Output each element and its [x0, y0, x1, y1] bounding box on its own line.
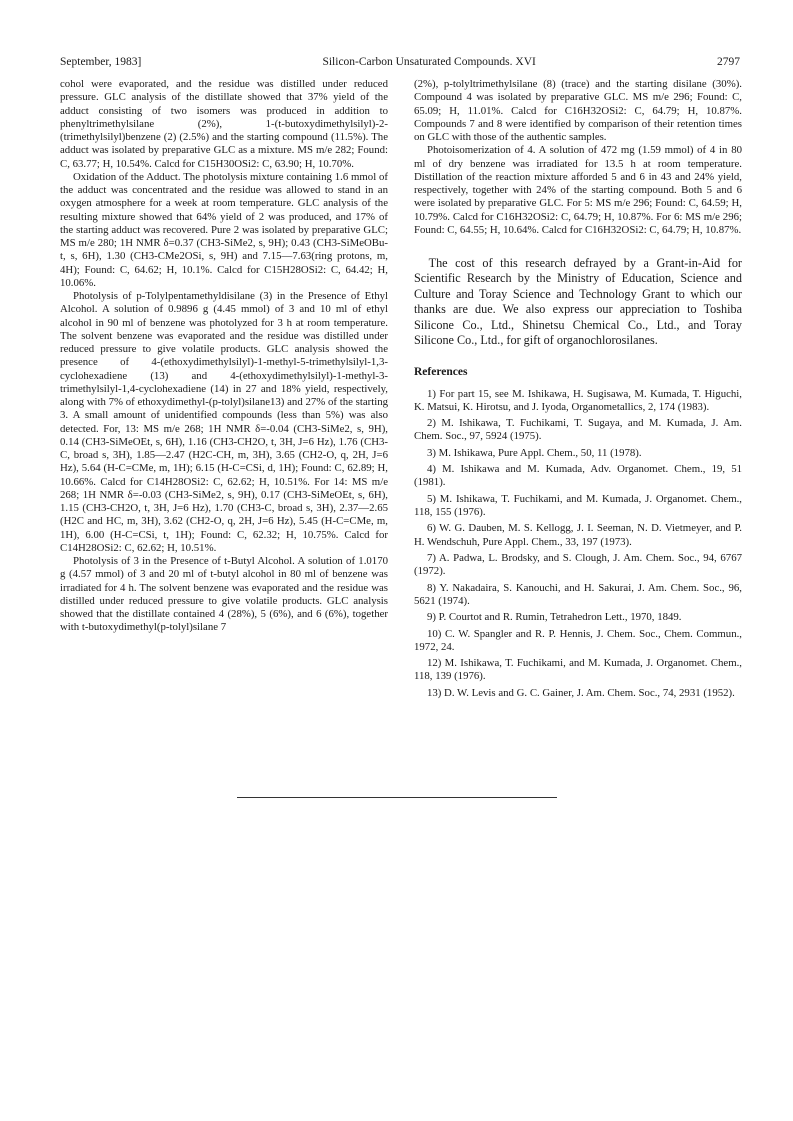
- right-column: [414, 78, 742, 703]
- header-date: September, 1983]: [60, 56, 142, 68]
- reference-item: 3) M. Ishikawa, Pure Appl. Chem., 50, 11 (1978).: [426, 446, 642, 459]
- paragraph: cohol were evaporated, and the residue was distilled under reduced pressure. GLC analysis of the distillate showed that 37% yield of the adduct consisting of two isomers was produced in addition to phenyltrimethylsilane (2%), 1-(t-butoxydimethylsilyl)-2-(trimethylsilyl)benzene (2) (2.5%) and the starting compound (11.5%). The adduct was isolated by preparative GLC as a mixture. MS m/e 282; Found: C, 63.77; H, 10.54%. Calcd for C15H30OSi2: C, 63.90; H, 10.70%.: [60, 78, 388, 170]
- reference-item: 1) For part 15, see M. Ishikawa, H. Sugisawa, M. Kumada, T. Higuchi, K. Matsui, K. Hirotsu, and J. Iyoda, Organometallics, 2, 174 (1983).: [414, 387, 742, 413]
- reference-item: 5) M. Ishikawa, T. Fuchikami, and M. Kumada, J. Organomet. Chem., 118, 155 (1976).: [414, 492, 742, 519]
- paragraph: Photolysis of 3 in the Presence of t-Butyl Alcohol. A solution of 1.0170 g (4.57 mmol) of 3 and 20 ml of t-butyl alcohol in 80 ml of benzene was irradiated for 4 h. The solvent benzene was evaporated and the residue was distilled under reduced pressure to give volatile products. GLC analysis showed that the distillate contained 4 (28%), 5 (6%), and 6 (6%), together with t-butoxydimethyl(p-tolyl)silane 7: [60, 555, 388, 634]
- left-column: [60, 78, 388, 635]
- paragraph: Oxidation of the Adduct. The photolysis mixture containing 1.6 mmol of the adduct was concentrated and the residue was allowed to stand in an oxygen atmosphere for a week at room temperature. GLC analysis of the resulting mixture showed that 64% yield of 2 was produced, and 17% of the starting adduct was recovered. Pure 2 was isolated by preparative GLC; MS m/e 280; 1H NMR δ=0.37 (CH3-SiMe2, s, 9H); 0.43 (CH3-SiMeOBu-t, s, 6H), 1.30 (CH3-CMe2OSi, s, 9H) and 7.15—7.63(ring protons, m, 4H); Found: C, 64.62; H, 10.1%. Calcd for C15H28OSi2: C, 64.42; H, 10.06%.: [60, 170, 388, 289]
- header-title: Silicon-Carbon Unsaturated Compounds. XVI: [322, 56, 536, 68]
- reference-item: 12) M. Ishikawa, T. Fuchikami, and M. Kumada, J. Organomet. Chem., 118, 139 (1976).: [414, 657, 742, 683]
- reference-list: [414, 388, 742, 700]
- paragraph: (2%), p-tolyltrimethylsilane (8) (trace) and the starting disilane (30%). Compound 4 was isolated by preparative GLC. MS m/e 296; Found: C, 65.09; H, 11.01%. Calcd for C16H32OSi2: C, 64.79; H, 10.87%. Compounds 7 and 8 were identified by comparison of their retention times on GLC with those of the authentic samples.: [414, 78, 742, 143]
- reference-item: 2) M. Ishikawa, T. Fuchikami, T. Sugaya, and M. Kumada, J. Am. Chem. Soc., 97, 5924 (1975).: [414, 417, 742, 443]
- end-rule: [237, 797, 557, 798]
- reference-item: 4) M. Ishikawa and M. Kumada, Adv. Organomet. Chem., 19, 51 (1981).: [414, 463, 742, 489]
- paragraph: Photoisomerization of 4. A solution of 472 mg (1.59 mmol) of 4 in 80 ml of dry benzene was irradiated for 13.5 h at room temperature. Distillation of the reaction mixture afforded 5 and 6 in 43 and 24% yield, respectively, together with 24% of the starting compound. Both 5 and 6 were isolated by preparative GLC. For 5: MS m/e 296; Found: C, 64.59; H, 10.79%. Calcd for C16H32OSi2: C, 64.79; H, 10.87%. For 6: MS m/e 296; Found: C, 64.55; H, 10.64%. Calcd for C16H32OSi2: C, 64.79; H, 10.87%.: [414, 144, 742, 236]
- reference-item: 8) Y. Nakadaira, S. Kanouchi, and H. Sakurai, J. Am. Chem. Soc., 96, 5621 (1974).: [414, 581, 742, 607]
- paragraph: Photolysis of p-Tolylpentamethyldisilane (3) in the Presence of Ethyl Alcohol. A solution of 0.9896 g (4.45 mmol) of 3 and 10 ml of ethyl alcohol in 90 ml of benzene was photolyzed for 3 h at room temperature. The solvent benzene was evaporated and the residue was distilled under reduced pressure to give volatile products. GLC analysis showed the presence of 4-(ethoxydimethylsilyl)-1-methyl-5-trimethylsilyl-1,3-cyclohexadiene (13) and 4-(ethoxydimethylsilyl)-1-methyl-3-trimethylsilyl-1,4-cyclohexadiene (14) in 27 and 18% yield, respectively, along with 7% of ethoxydimethyl-(p-tolyl)silane13) and 27% of the starting 3. A small amount of unidentified compounds (less than 5%) was also detected. For, 13: MS m/e 268; 1H NMR δ=-0.04 (CH3-SiMe2, s, 9H), 0.14 (CH3-SiMeOEt, s, 6H), 1.16 (CH3-CH2O, t, 3H, J=6 Hz), 1.76 (CH3-C, broad s, 3H), 1.85—2.47 (H2C-CH, m, 3H), 3.65 (CH2-O, q, 2H, J=6 Hz), 5.64 (H-C=CMe, m, 1H); 6.15 (H-C=CSi, d, 1H); Found: C, 62.89; H, 10.66%. Calcd for C14H28OSi2: C, 62.62; H, 10.51%. For 14: MS m/e 268; 1H NMR δ=-0.03 (CH3-SiMe2, s, 9H), 0.17 (CH3-SiMeOEt, s, 6H), 1.15 (CH3-CH2O, t, 3H, J=6 Hz), 1.70 (CH3-C, broad s, 3H), 2.37—2.65 (H2C and HC, m, 3H), 3.62 (CH2-O, q, 2H, J=6 Hz), 5.45 (H-C=CMe, m, 1H), 6.00 (H-C=CSi, t, 1H); Found: C, 62.32; H, 10.75%. Calcd for C14H28OSi2: C, 62.62; H, 10.51%.: [60, 290, 388, 554]
- acknowledgement: The cost of this research defrayed by a Grant-in-Aid for Scientific Research by the Ministry of Education, Science and Culture and Toray Science and Technology Grant to which our thanks are due. We also express our appreciation to Toshiba Silicone Co., Ltd., Shinetsu Chemical Co., Ltd., and Toray Silicone Co., Ltd., for gift of organochlorosilanes.: [414, 256, 742, 348]
- reference-item: 13) D. W. Levis and G. C. Gainer, J. Am. Chem. Soc., 74, 2931 (1952).: [426, 686, 735, 699]
- references-heading: References: [414, 366, 468, 379]
- header-page-number: 2797: [717, 56, 740, 68]
- reference-item: 10) C. W. Spangler and R. P. Hennis, J. Chem. Soc., Chem. Commun., 1972, 24.: [414, 627, 742, 653]
- reference-item: 7) A. Padwa, L. Brodsky, and S. Clough, J. Am. Chem. Soc., 94, 6767 (1972).: [414, 552, 742, 578]
- reference-item: 9) P. Courtot and R. Rumin, Tetrahedron Lett., 1970, 1849.: [426, 611, 682, 624]
- reference-item: 6) W. G. Dauben, M. S. Kellogg, J. I. Seeman, N. D. Vietmeyer, and P. H. Wendschuh, Pure Appl. Chem., 33, 197 (1973).: [414, 522, 742, 548]
- running-header: [60, 56, 740, 74]
